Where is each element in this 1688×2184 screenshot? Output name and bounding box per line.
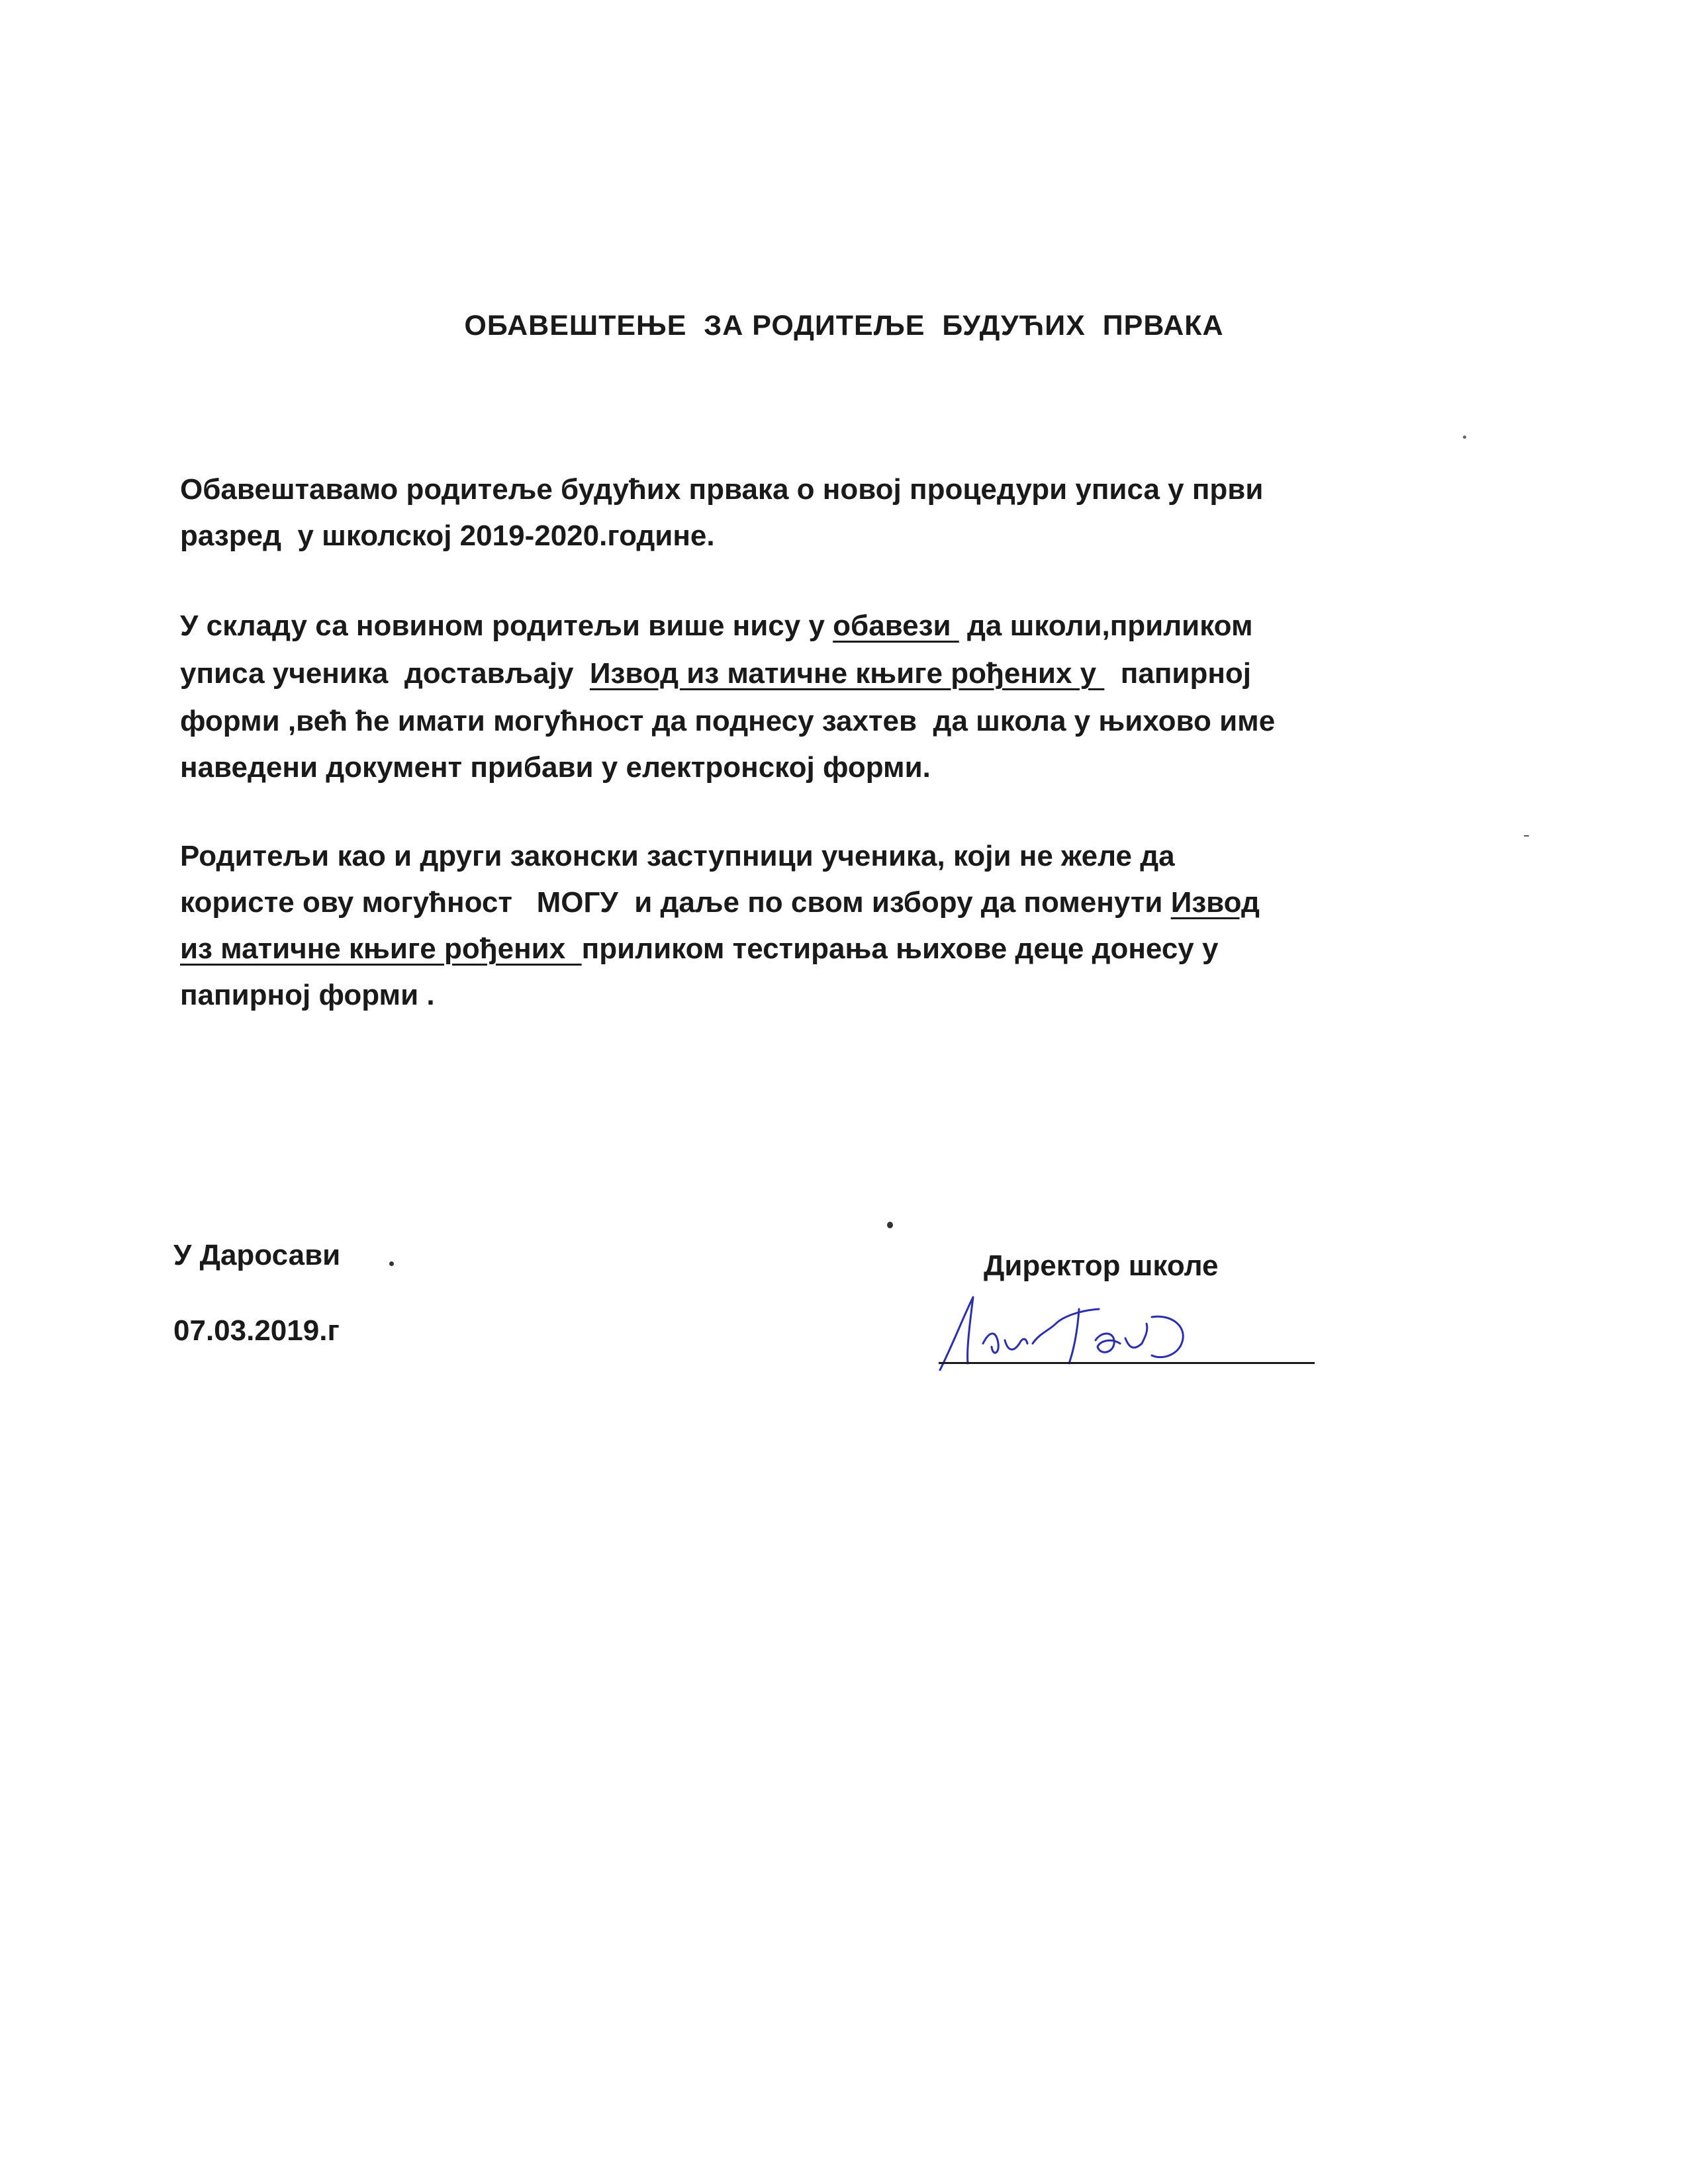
signature-line: [939, 1362, 1315, 1364]
paragraph-2-line-2-text-a: уписа ученика достављају: [180, 657, 590, 690]
scan-speck: [1463, 435, 1466, 439]
scan-speck: [1524, 835, 1529, 837]
paragraph-1-line-2: разред у школској 2019-2020.године.: [180, 520, 715, 552]
paragraph-2-line-1: [180, 612, 1253, 641]
paragraph-3-line-3: [180, 934, 1218, 964]
underlined-birth-certificate: Извод из матичне књиге рођених у: [589, 657, 1105, 690]
paragraph-2-line-3: форми ,већ ће имати могућност да поднесу захтев да школа у њихово име: [180, 705, 1276, 737]
paragraph-2-line-2: [180, 659, 1251, 688]
date-label: 07.03.2019.г: [173, 1314, 340, 1347]
paragraph-2-line-1-text-a: У складу са новином родитељи више нису у: [180, 610, 833, 642]
signatory-title: Директор школе: [984, 1250, 1219, 1282]
place-label: У Даросави: [173, 1239, 341, 1271]
scan-speck: [389, 1261, 394, 1266]
paragraph-3-line-3-text: приликом тестирања њихове деце донесу у: [581, 933, 1219, 965]
paragraph-2-line-4: наведени документ прибави у електронској форми.: [180, 751, 931, 784]
paragraph-3-line-4: папирној форми .: [180, 979, 435, 1011]
underlined-extract: Извод: [1170, 886, 1260, 919]
underlined-birth-register: из матичне књиге рођених: [180, 933, 582, 965]
scan-speck: [887, 1222, 893, 1228]
handwritten-signature: [927, 1277, 1271, 1383]
paragraph-3-line-2-text: користе ову могућност МОГУ и даље по свом избору да поменути: [180, 886, 1171, 919]
paragraph-3-line-2: [180, 888, 1260, 917]
paragraph-2-line-2-text-b: папирној: [1104, 657, 1252, 690]
paragraph-2-line-1-text-b: да школи,приликом: [959, 610, 1253, 642]
underlined-obligation: обавези: [833, 610, 959, 642]
document-title: ОБАВЕШТЕЊЕ ЗА РОДИТЕЉЕ БУДУЋИХ ПРВАКА: [464, 310, 1224, 341]
paragraph-3-line-1: Родитељи као и други законски заступници ученика, који не желе да: [180, 840, 1175, 872]
paragraph-1-line-1: Обавештавамо родитеље будућих првака о новој процедури уписа у први: [180, 473, 1264, 506]
